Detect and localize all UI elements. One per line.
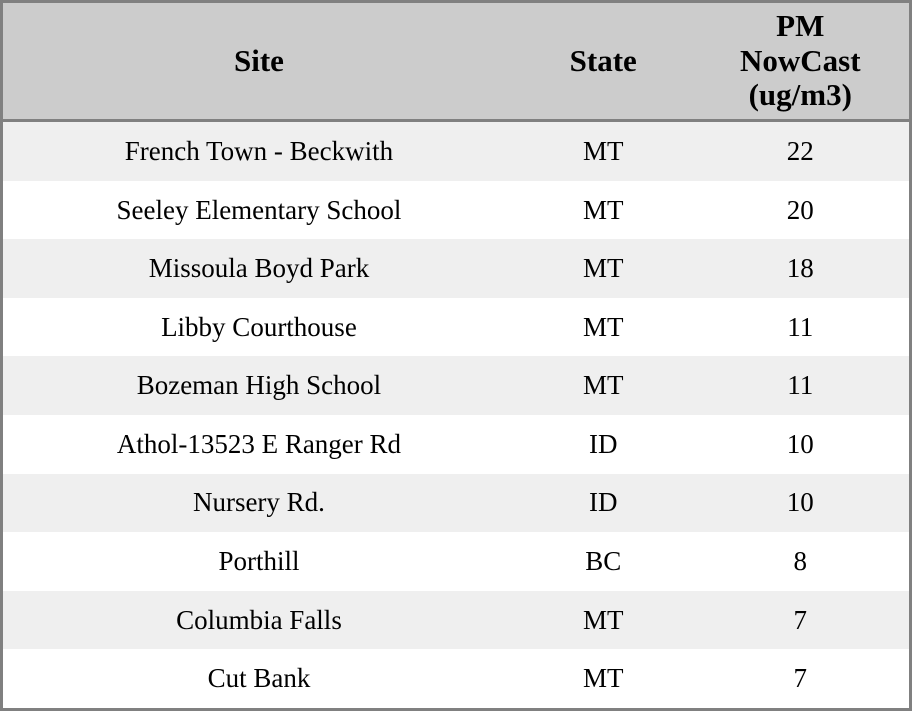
cell-state: MT [515,649,692,708]
cell-site: Libby Courthouse [3,298,515,357]
cell-pm: 11 [692,298,909,357]
cell-pm: 7 [692,649,909,708]
table-row [3,181,909,240]
cell-state: MT [515,239,692,298]
table-row [3,121,909,181]
column-header-pm-line2: NowCast [739,42,861,78]
cell-site: Nursery Rd. [3,474,515,533]
table-row [3,474,909,533]
cell-state: MT [515,591,692,650]
cell-site: Columbia Falls [3,591,515,650]
cell-pm: 20 [692,181,909,240]
cell-site: Bozeman High School [3,356,515,415]
table-row [3,649,909,708]
column-header-pm-line1: PM [776,8,825,43]
cell-pm: 11 [692,356,909,415]
column-header-pm-nowcast [692,3,909,121]
table-header [3,3,909,121]
cell-state: ID [515,415,692,474]
cell-state: ID [515,474,692,533]
cell-state: MT [515,121,692,181]
cell-site: Porthill [3,532,515,591]
air-quality-table [3,3,909,708]
cell-pm: 10 [692,415,909,474]
cell-state: MT [515,356,692,415]
table-header-row [3,3,909,121]
cell-site: Missoula Boyd Park [3,239,515,298]
cell-state: MT [515,298,692,357]
cell-pm: 7 [692,591,909,650]
cell-pm: 18 [692,239,909,298]
cell-pm: 10 [692,474,909,533]
cell-pm: 22 [692,121,909,181]
cell-state: BC [515,532,692,591]
column-header-pm-line3: (ug/m3) [748,77,852,113]
table-row [3,356,909,415]
table-body [3,121,909,708]
table-row [3,532,909,591]
cell-pm: 8 [692,532,909,591]
column-header-site: Site [3,3,515,121]
column-header-state: State [515,3,692,121]
table-row [3,298,909,357]
cell-state: MT [515,181,692,240]
cell-site: Athol-13523 E Ranger Rd [3,415,515,474]
table-row [3,591,909,650]
table-row [3,415,909,474]
cell-site: Cut Bank [3,649,515,708]
cell-site: French Town - Beckwith [3,121,515,181]
cell-site: Seeley Elementary School [3,181,515,240]
table-row [3,239,909,298]
